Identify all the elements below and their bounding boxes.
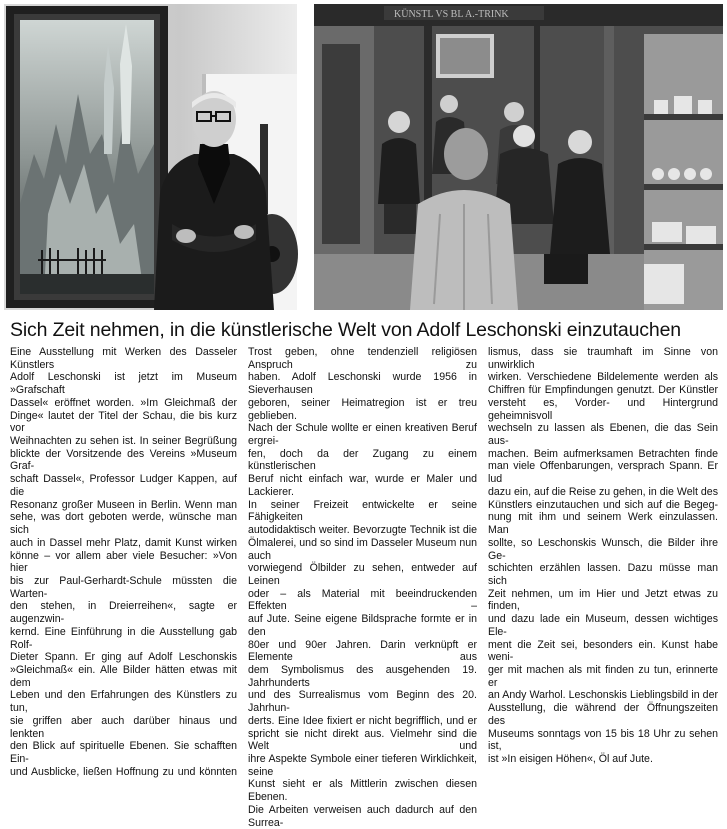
article-line: sehe, was dort geboten werde, wünsche man sich	[10, 511, 237, 537]
article-line: Resonanz großer Museen in Berlin. Wenn man	[10, 498, 237, 511]
article-line: man viele Offenbarungen, versprach Spann. Er lud	[488, 460, 718, 486]
article-line: blickte der Vorsitzende des Vereins »Museum Graf-	[10, 447, 237, 473]
article-line: sollte, so Leschonskis Wunsch, die Bilder ihre Ge-	[488, 536, 718, 562]
article-line: wirken. Verschiedene Bildelemente werden als	[488, 371, 718, 384]
article-line: sie griffen aber auch darüber hinaus und lenkten	[10, 714, 237, 740]
article-line: Ausstellung, die während der Öffnungszeiten des	[488, 702, 718, 727]
article-line: Adolf Leschonski ist jetzt im Museum »Grafschaft	[10, 371, 237, 397]
article-line: dem Symbolismus des ausgehenden 19. Jahrhunderts	[248, 663, 477, 689]
article-line: dazu ein, auf die Reise zu gehen, in die Welt des	[488, 485, 718, 498]
article-line: kernd. Eine Einführung in die Ausstellung gab Rolf-	[10, 625, 237, 651]
article-column-3	[488, 346, 718, 765]
article-line: autodidaktisch weiter. Bevorzugte Technik ist die	[248, 524, 477, 537]
audience-photo-illustration	[314, 4, 723, 310]
article-line: und des Surrealismus vom Beginn des 20. Jahrhun-	[248, 689, 477, 715]
article-column-2	[248, 346, 477, 829]
article-line: Kunst sieht er als Mittlerin zwischen diesen Ebenen.	[248, 778, 477, 804]
article-line: derts. Eine Idee fixiert er nicht begrifflich, und er	[248, 714, 477, 727]
article-line: den stehen, in Dreierreihen«, sagte er augenzwin-	[10, 600, 237, 626]
article-column-1	[10, 346, 237, 778]
article-line: vorwiegend Ölbilder zu sehen, entweder auf Leinen	[248, 562, 477, 587]
article-line: Ölmalerei, und so sind im Dasseler Museum nun auch	[248, 536, 477, 562]
article-line: ihre Aspekte Symbole einer tieferen Wirklichkeit, seine	[248, 753, 477, 778]
artist-photo	[4, 4, 297, 310]
article-line: Weihnachten zu sehen ist. In seiner Begrüßung	[10, 435, 237, 448]
article-line: könne – vor allem aber viele Besucher: »Von hier	[10, 549, 237, 575]
article-line: »Gleichmaß« ein. Alle Bilder hätten etwas mit dem	[10, 663, 237, 689]
article-line: und Ausblicke, ließen Hoffnung zu und könnten	[10, 765, 237, 778]
article-line: haben. Adolf Leschonski wurde 1956 in Sieverhausen	[248, 371, 477, 397]
article-line: Eine Ausstellung mit Werken des Dasseler Künstlers	[10, 346, 237, 371]
article-line: Trost geben, ohne tendenziell religiösen Anspruch zu	[248, 346, 477, 371]
article-line: versteht es, Vorder- und Hintergrund geheimnisvoll	[488, 396, 718, 422]
article-line: ment die Zeit sei, besonders ein. Kunst habe weni-	[488, 638, 718, 664]
painting	[6, 6, 168, 308]
article-line: an Andy Warhol. Leschonskis Lieblingsbild in der	[488, 689, 718, 702]
article-line: schaft Dassel«, Professor Ludger Kappen, auf die	[10, 473, 237, 498]
article-line: Beruf nicht einfach war, wurde er Maler und Lackierer.	[248, 473, 477, 498]
article-line: Dinge« lautet der Titel der Schau, die bis kurz vor	[10, 409, 237, 435]
artist-photo-illustration	[4, 4, 297, 310]
article-line: auf Jute. Seine eigene Bildsprache formte er in den	[248, 613, 477, 638]
audience-photo	[314, 4, 723, 310]
article-line: wechseln zu lassen als Ebenen, die das Sein aus-	[488, 422, 718, 448]
article-line: Museums sonntags von 15 bis 18 Uhr zu sehen ist,	[488, 727, 718, 753]
article-line: schichten erzählen lassen. Dazu müsse man sich	[488, 562, 718, 587]
article-line: Nach der Schule wollte er einen kreativen Beruf ergrei-	[248, 422, 477, 448]
article-line: Die Arbeiten verweisen auch dadurch auf den Surrea-	[248, 803, 477, 829]
wall-sign: KÜNSTL VS BL A.-TRINK	[394, 9, 509, 20]
article-line: Chiffren für Empfindungen genutzt. Der Künstler	[488, 384, 718, 397]
article-line: oder – als Material mit beeindruckenden Effekten –	[248, 587, 477, 613]
article-line: Leben und den Erfahrungen des Künstlers zu tun,	[10, 689, 237, 715]
article-line: fen, doch da der Zugang zu einem künstlerischen	[248, 447, 477, 473]
article-line: Dieter Spann. Er ging auf Adolf Leschonskis	[10, 651, 237, 664]
article-line: geboren, seiner Heimatregion ist er treu geblieben.	[248, 396, 477, 422]
article-line: bis zur Paul-Gerhardt-Schule müssten die Warten-	[10, 574, 237, 600]
article-line: Dassel« eröffnet worden. »Im Gleichmaß der	[10, 396, 237, 409]
article-headline: Sich Zeit nehmen, in die künstlerische Welt von Adolf Leschonski einzutauchen	[10, 319, 681, 341]
article-line: auch in Dassel mehr Platz, damit Kunst wirken	[10, 536, 237, 549]
article-line: machen. Beim aufmerksamen Betrachten finde	[488, 447, 718, 460]
article-line: den Blick auf spirituelle Ebenen. Sie schafften Ein-	[10, 740, 237, 765]
article-line: Zeit nehmen, um im Hier und Jetzt etwas zu finden,	[488, 587, 718, 613]
article-line: 80er und 90er Jahren. Darin verknüpft er Elemente aus	[248, 638, 477, 664]
article-line: und dazu lade ein Museum, dessen wichtiges Ele-	[488, 613, 718, 638]
article-line: ist »In eisigen Höhen«, Öl auf Jute.	[488, 753, 653, 765]
article-line: spricht sie nicht direkt aus. Vielmehr sind die Welt und	[248, 727, 477, 753]
article-line: In seiner Freizeit entwickelte er seine Fähigkeiten	[248, 498, 477, 524]
article-line: ger mit machen als mit finden zu tun, erinnerte er	[488, 663, 718, 689]
article-line: lismus, dass sie traumhaft im Sinne von unwirklich	[488, 346, 718, 371]
article-line: Künstlers einzutauchen und sich auf die Begeg-	[488, 498, 718, 511]
article-line: nung mit ihm und seinem Werk einzulassen. Man	[488, 511, 718, 537]
